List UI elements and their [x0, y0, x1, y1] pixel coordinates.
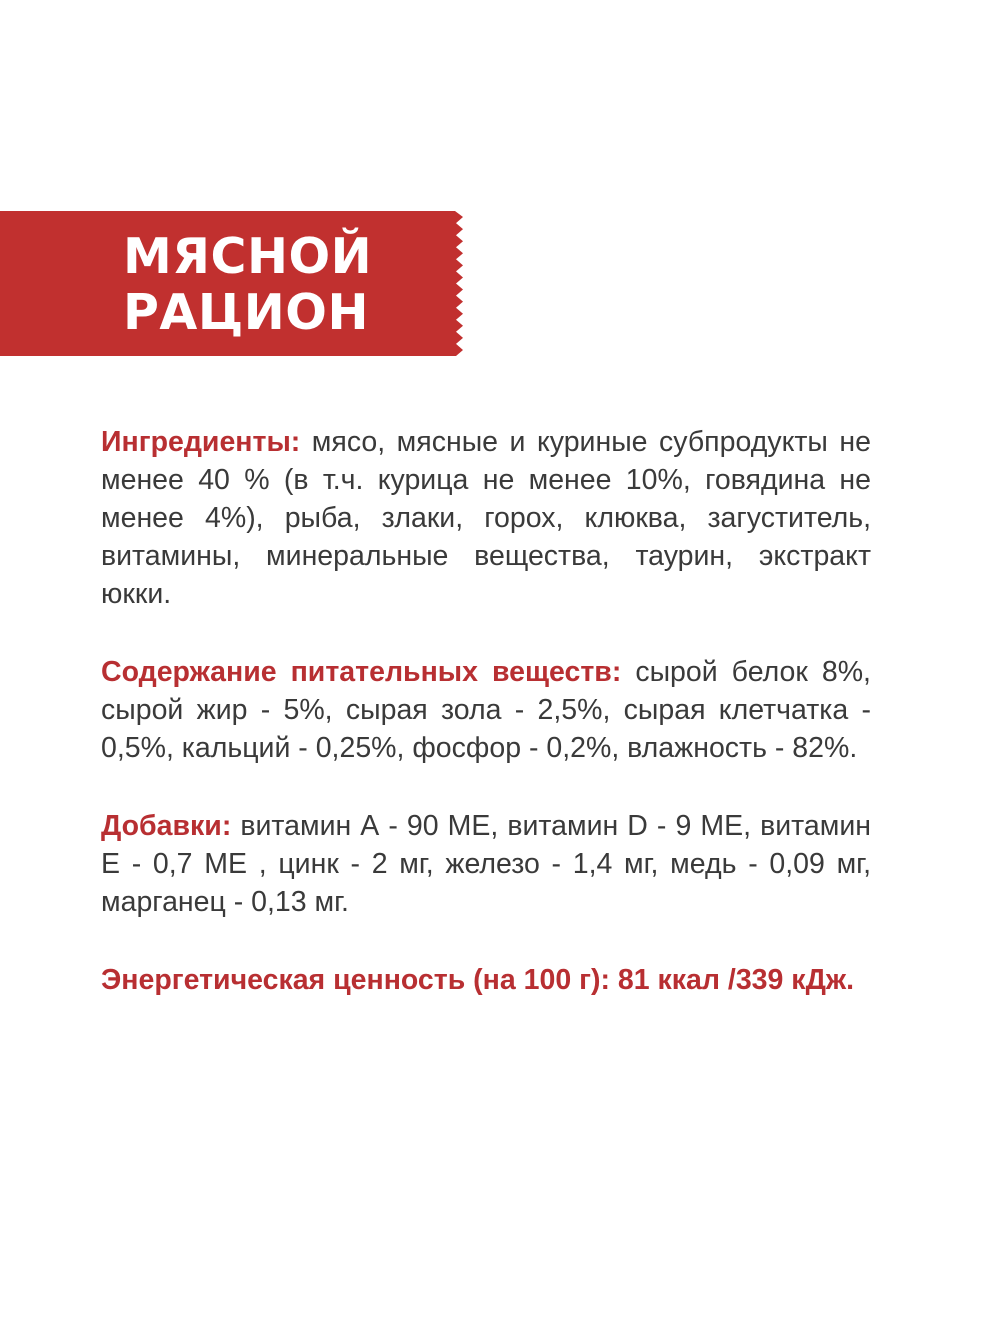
- ingredients-text: мясо, мясные и куриные субпродукты не менее 40 % (в т.ч. курица не менее 10%, говядина не менее 4%), рыба, злаки, горох, клюква, загуститель, витамины, минеральные вещества, таурин, экстракт юкки.: [101, 426, 871, 610]
- banner-title: [123, 229, 372, 341]
- additives-text: витамин А - 90 МЕ, витамин D - 9 МЕ, витамин Е - 0,7 МЕ , цинк - 2 мг, железо - 1,4 мг, медь - 0,09 мг, марганец - 0,13 мг.: [101, 810, 871, 918]
- nutrients-paragraph: [101, 653, 871, 767]
- additives-label: Добавки:: [101, 810, 232, 842]
- energy-value: Энергетическая ценность (на 100 г): 81 ккал /339 кДж.: [101, 964, 854, 996]
- ingredients-paragraph: [101, 423, 871, 613]
- product-info: [101, 423, 871, 1039]
- nutrients-label: Содержание питательных веществ:: [101, 656, 622, 688]
- energy-paragraph: [101, 961, 871, 999]
- ingredients-label: Ингредиенты:: [101, 426, 301, 458]
- title-banner: [0, 211, 465, 356]
- banner-title-line-1: МЯСНОЙ: [123, 228, 373, 285]
- additives-paragraph: [101, 807, 871, 921]
- nutrients-text: сырой белок 8%, сырой жир - 5%, сырая зола - 2,5%, сырая клетчатка - 0,5%, кальций - 0,25%, фосфор - 0,2%, влажность - 82%.: [101, 656, 871, 764]
- banner-title-line-2: РАЦИОН: [123, 284, 369, 341]
